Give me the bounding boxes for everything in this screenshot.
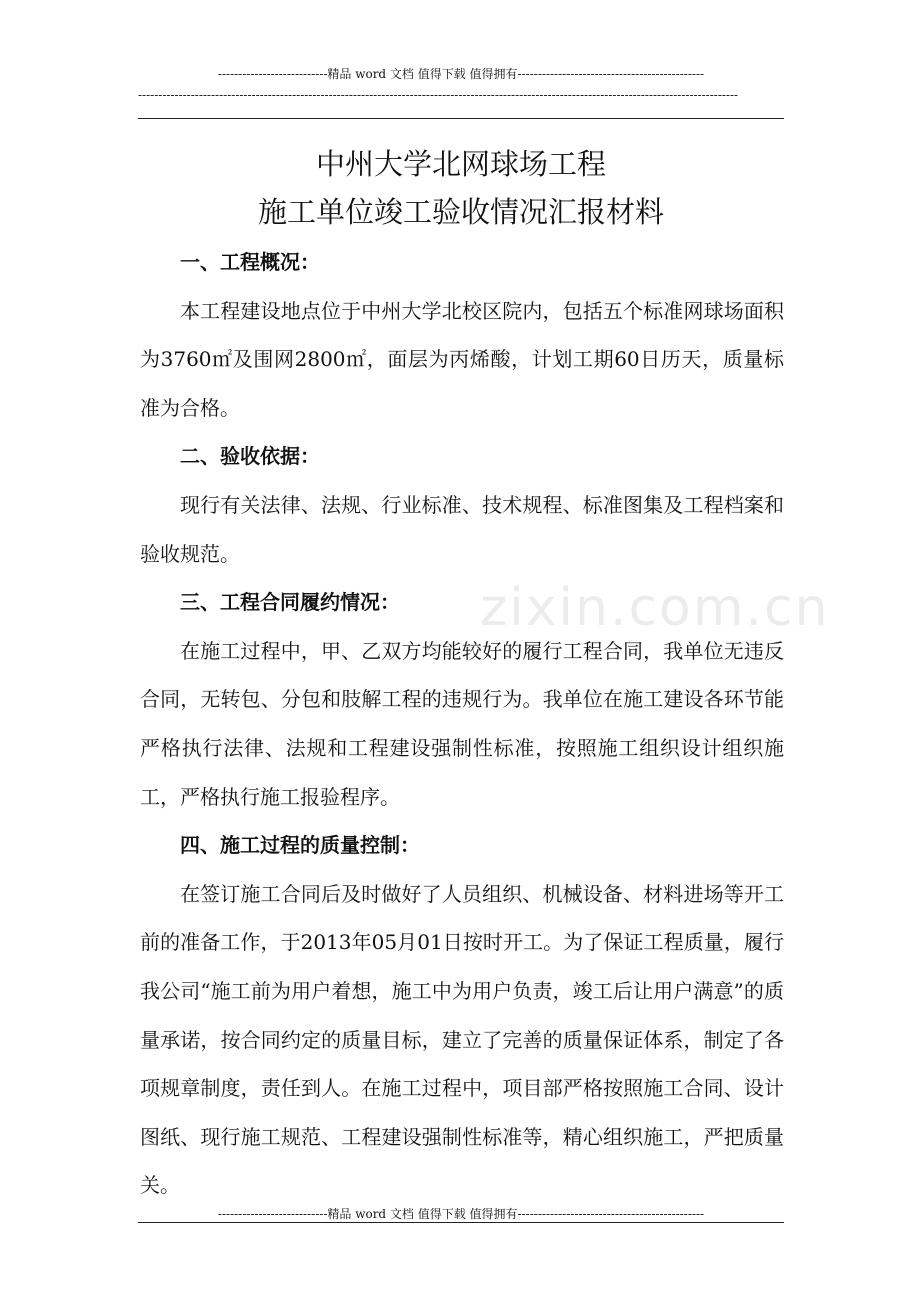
document-title: 中州大学北网球场工程 xyxy=(315,147,606,181)
header-rule xyxy=(138,118,784,119)
document-body xyxy=(140,238,784,1210)
section-paragraph-contract-performance: 在施工过程中，甲、乙双方均能较好的履行工程合同，我单位无违反合同，无转包、分包和肢解工程的违规行为。我单位在施工建设各环节能严格执行法律、法规和工程建设强制性标准，按照施工组织设计组织施工，严格执行施工报验程序。 xyxy=(140,638,784,809)
section-paragraph-overview: 本工程建设地点位于中州大学北校区院内，包括五个标准网球场面积为3760㎡及围网2800㎡，面层为丙烯酸，计划工期60日历天，质量标准为合格。 xyxy=(140,298,784,420)
section-heading-quality-control: 四、施工过程的质量控制： xyxy=(180,833,420,858)
section-paragraph-acceptance-basis: 现行有关法律、法规、行业标准、技术规程、标准图集及工程档案和验收规范。 xyxy=(140,492,784,566)
document-subtitle: 施工单位竣工验收情况汇报材料 xyxy=(257,195,664,229)
footer-rule xyxy=(138,1222,784,1223)
footer-banner: ---------------------------精品 word 文档 值得下载 值得拥有---------------------------------------------- xyxy=(217,1207,705,1221)
header-banner: ---------------------------精品 word 文档 值得下载 值得拥有---------------------------------------------- xyxy=(217,67,705,81)
section-heading-contract-performance: 三、工程合同履约情况： xyxy=(180,590,400,615)
section-heading-overview: 一、工程概况： xyxy=(180,250,320,274)
header-dash-line: ---------------------------------------------------------------------------------------------------------------------------------------------------- xyxy=(138,88,739,102)
section-paragraph-quality-control: 在签订施工合同后及时做好了人员组织、机械设备、材料进场等开工前的准备工作，于2013年05月01日按时开工。为了保证工程质量，履行我公司“施工前为用户着想，施工中为用户负责，竣工后让用户满意”的质量承诺，按合同约定的质量目标，建立了完善的质量保证体系，制定了各项规章制度，责任到人。在施工过程中，项目部严格按照施工合同、设计图纸、现行施工规范、工程建设强制性标准等，精心组织施工，严把质量关。 xyxy=(140,881,784,1198)
section-heading-acceptance-basis: 二、验收依据： xyxy=(180,444,320,469)
watermark: zixin.com.cn xyxy=(480,578,830,638)
